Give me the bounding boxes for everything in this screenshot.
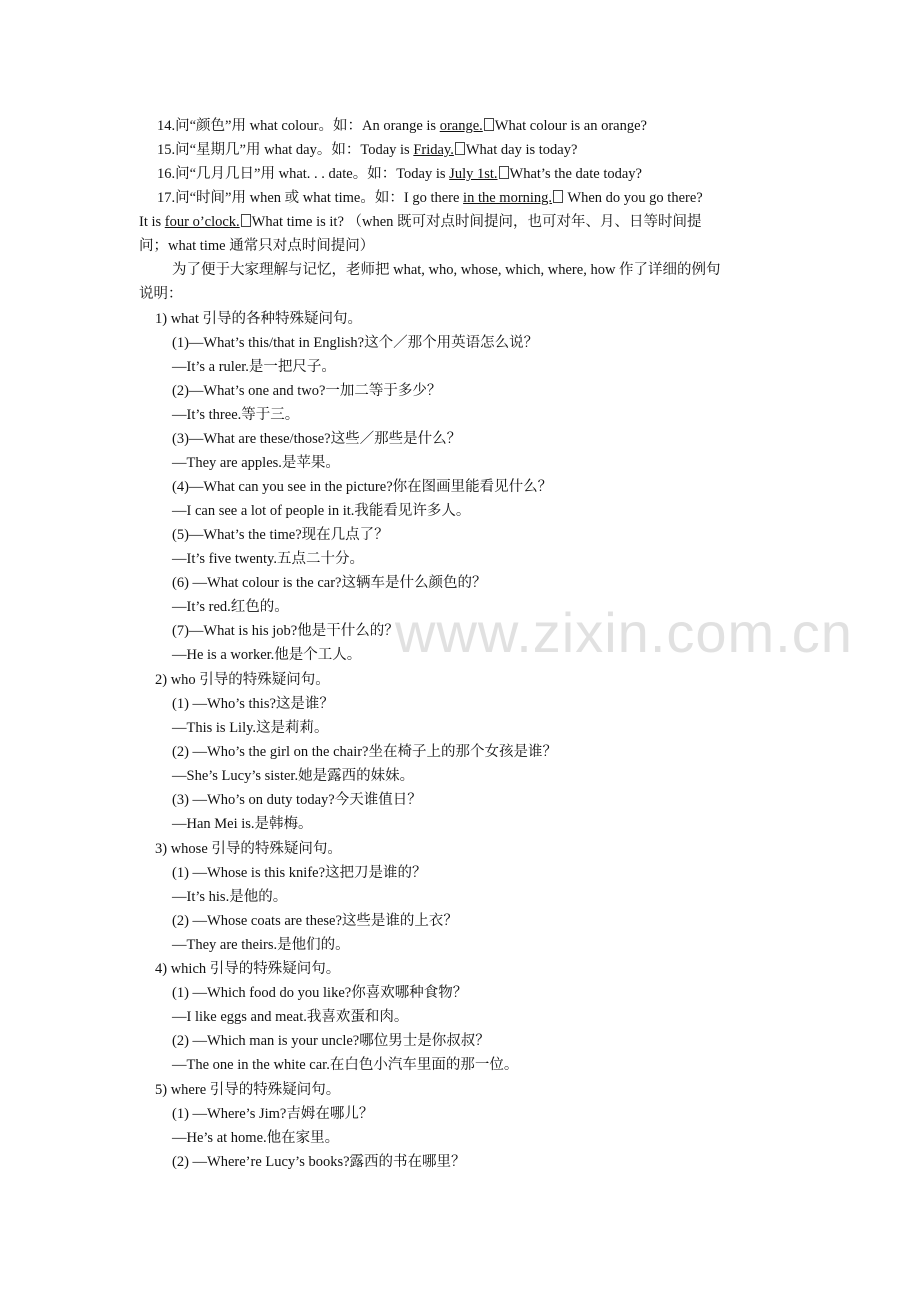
- intro-line-1: 为了便于大家理解与记忆，老师把 what, who, whose, which, where, how 作了详细的例句: [172, 262, 721, 278]
- example-line: —It’s a ruler.是一把尺子。: [172, 359, 336, 375]
- example-line: (1) —Who’s this?这是谁？: [172, 696, 334, 712]
- rule-17: [157, 189, 703, 207]
- example-line: (4)—What can you see in the picture?你在图画里能看见什么？: [172, 479, 553, 495]
- rule-16-text: 16.问“几月几日”用 what. . . date。如：Today is: [157, 166, 450, 182]
- missing-glyph-box: [499, 166, 509, 179]
- section-heading-what: 1) what 引导的各种特殊疑问句。: [155, 311, 363, 327]
- section-heading-who: 2) who 引导的特殊疑问句。: [155, 672, 330, 688]
- example-line: —Han Mei is.是韩梅。: [172, 816, 313, 832]
- example-line: —He’s at home.他在家里。: [172, 1130, 340, 1146]
- intro-line-2: 说明：: [139, 286, 183, 302]
- example-line: —It’s five twenty.五点二十分。: [172, 551, 364, 567]
- example-line: —It’s red.红色的。: [172, 599, 289, 615]
- example-line: —She’s Lucy’s sister.她是露西的妹妹。: [172, 768, 415, 784]
- rule-14-question: What colour is an orange?: [494, 118, 647, 134]
- example-line: (3)—What are these/those?这些／那些是什么？: [172, 431, 462, 447]
- example-line: (2) —Who’s the girl on the chair?坐在椅子上的那个女孩是谁？: [172, 744, 557, 760]
- rule-17b-text: It is: [139, 214, 165, 230]
- rule-15-answer: Friday.: [413, 142, 454, 158]
- rule-17-text: 17.问“时间”用 when 或 what time。如：I go there: [157, 190, 464, 206]
- rule-15-text: 15.问“星期几”用 what day。如：Today is: [157, 142, 414, 158]
- rule-17-note-end: 问；what time 通常只对点时间提问）: [139, 238, 375, 254]
- example-line: (1) —Which food do you like?你喜欢哪种食物？: [172, 985, 468, 1001]
- rule-17-continued: [139, 213, 702, 231]
- example-line: —I can see a lot of people in it.我能看见许多人。: [172, 503, 471, 519]
- missing-glyph-box: [484, 118, 494, 131]
- rule-14-answer: orange.: [439, 118, 483, 134]
- section-heading-whose: 3) whose 引导的特殊疑问句。: [155, 841, 342, 857]
- rule-14: [157, 117, 647, 135]
- example-line: (6) —What colour is the car?这辆车是什么颜色的？: [172, 575, 487, 591]
- example-line: (1)—What’s this/that in English?这个／那个用英语怎么说？: [172, 335, 539, 351]
- example-line: —It’s his.是他的。: [172, 889, 288, 905]
- example-line: —I like eggs and meat.我喜欢蛋和肉。: [172, 1009, 409, 1025]
- example-line: (2) —Where’re Lucy’s books?露西的书在哪里？: [172, 1154, 466, 1170]
- rule-17-question: When do you go there?: [564, 190, 703, 206]
- example-line: (1) —Where’s Jim?吉姆在哪儿？: [172, 1106, 374, 1122]
- rule-17b-answer: four o’clock.: [164, 214, 240, 230]
- missing-glyph-box: [455, 142, 465, 155]
- rule-16: [157, 165, 642, 183]
- missing-glyph-box: [241, 214, 251, 227]
- rule-16-question: What’s the date today?: [509, 166, 642, 182]
- example-line: (3) —Who’s on duty today?今天谁值日？: [172, 792, 422, 808]
- rule-16-answer: July 1st.: [449, 166, 498, 182]
- rule-17-answer: in the morning.: [463, 190, 553, 206]
- example-line: (1) —Whose is this knife?这把刀是谁的？: [172, 865, 427, 881]
- rule-14-text: 14.问“颜色”用 what colour。如：An orange is: [157, 118, 440, 134]
- example-line: (5)—What’s the time?现在几点了？: [172, 527, 389, 543]
- example-line: (7)—What is his job?他是干什么的？: [172, 623, 399, 639]
- section-heading-which: 4) which 引导的特殊疑问句。: [155, 961, 341, 977]
- example-line: (2) —Whose coats are these?这些是谁的上衣？: [172, 913, 458, 929]
- example-line: —They are theirs.是他们的。: [172, 937, 350, 953]
- example-line: —This is Lily.这是莉莉。: [172, 720, 329, 736]
- example-line: (2) —Which man is your uncle?哪位男士是你叔叔？: [172, 1033, 490, 1049]
- example-line: (2)—What’s one and two?一加二等于多少？: [172, 383, 442, 399]
- watermark: www.zixin.com.cn: [395, 601, 853, 664]
- example-line: —The one in the white car.在白色小汽车里面的那一位。: [172, 1057, 519, 1073]
- example-line: —They are apples.是苹果。: [172, 455, 340, 471]
- rule-17b-note: What time is it? （when 既可对点时间提问，也可对年、月、日等时间提: [251, 214, 702, 230]
- example-line: —He is a worker.他是个工人。: [172, 647, 362, 663]
- section-heading-where: 5) where 引导的特殊疑问句。: [155, 1082, 341, 1098]
- example-line: —It’s three.等于三。: [172, 407, 300, 423]
- rule-15-question: What day is today?: [465, 142, 578, 158]
- rule-15: [157, 141, 577, 159]
- missing-glyph-box: [553, 190, 563, 203]
